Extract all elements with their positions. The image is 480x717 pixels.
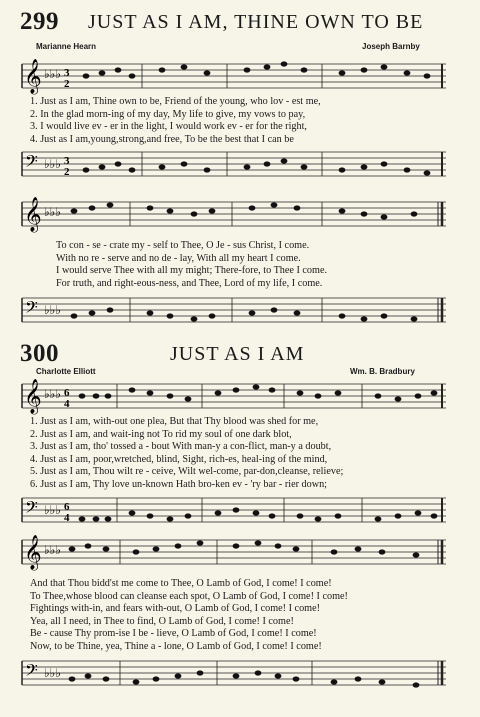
svg-text:𝄞: 𝄞 [24,535,42,570]
music-credit: Wm. B. Bradbury [350,367,415,376]
hymn-number: 299 [20,8,59,35]
lyric-line: Be - cause Thy prom-ise I be - lieve, O Lamb of God, I come! I come! [30,628,317,640]
words-credit: Marianne Hearn [36,42,97,51]
verses-part-1 [30,96,444,146]
svg-text:𝄞: 𝄞 [24,197,42,232]
hymn-title: JUST AS I AM, THINE OWN TO BE [88,11,424,33]
lyric-line: 1. Just as I am, with-out one plea, But that Thy blood was shed for me, [30,416,319,427]
music-staff-bass [22,292,446,328]
svg-text:6: 6 [64,501,70,513]
lyric-line: And that Thou bidd'st me come to Thee, O Lamb of God, I come! I come! [30,578,332,589]
hymn-number: 300 [20,340,59,367]
svg-text:4: 4 [64,512,70,524]
svg-text:♭♭♭: ♭♭♭ [44,157,61,171]
lyric-line: 2. Just as I am, and wait-ing not To rid my soul of one dark blot, [30,428,292,440]
music-staff-treble [22,534,446,570]
verses-part-1 [30,416,444,492]
verses-part-2 [30,578,444,654]
svg-text:𝄢: 𝄢 [25,660,38,684]
lyric-line: 6. Just as I am, Thy love un-known Hath bro-ken ev - 'ry bar - rier down; [30,478,328,490]
svg-text:2: 2 [64,78,70,90]
svg-text:♭♭♭: ♭♭♭ [44,67,61,81]
svg-text:6: 6 [64,387,70,399]
svg-text:𝄢: 𝄢 [25,297,38,321]
music-staff-treble [22,196,446,232]
svg-text:♭♭♭: ♭♭♭ [44,666,61,680]
lyric-line: Now, to be Thine, yea, Thine a - lone, O Lamb of God, I come! I come! [30,640,322,652]
lyric-line: To Thee,whose blood can cleanse each spot, O Lamb of God, I come! I come! [30,590,348,602]
lyric-line: 1. Just as I am, Thine own to be, Friend of the young, who lov - est me, [30,96,321,107]
lyric-line: 5. Just as I am, Thou wilt re - ceive, Wilt wel-come, par-don,cleanse, relieve; [30,466,344,478]
lyric-line: 4. Just as I am, poor,wretched, blind, Sight, rich-es, heal-ing of the mind, [30,453,328,465]
music-staff-bass [22,146,446,182]
verses-part-2 [30,240,444,290]
lyric-line: For truth, and right-eous-ness, and Thee, Lord of my life, I come. [56,277,323,289]
music-credit: Joseph Barnby [362,42,420,51]
lyric-line: I would serve Thee with all my might; There-fore, to Thee I come. [56,265,328,277]
lyric-line: 2. In the glad morn-ing of my day, My life to give, my vows to pay, [30,108,306,120]
svg-text:4: 4 [64,398,70,410]
lyric-line: 3. I would live ev - er in the light, I would work ev - er for the right, [30,121,307,133]
music-staff-bass [22,492,446,528]
lyric-line: With no re - serve and no de - lay, With all my heart I come. [56,252,301,264]
svg-text:𝄢: 𝄢 [25,151,38,175]
lyric-line: 3. Just as I am, tho' tossed a - bout With man-y a con-flict, man-y a doubt, [30,441,332,453]
lyric-line: To con - se - crate my - self to Thee, O Je - sus Christ, I come. [56,240,310,251]
svg-text:𝄞: 𝄞 [24,379,42,414]
hymn-title: JUST AS I AM [170,343,305,365]
svg-text:♭♭♭: ♭♭♭ [44,205,61,219]
words-credit: Charlotte Elliott [36,367,96,376]
svg-text:3: 3 [64,155,70,167]
svg-text:𝄞: 𝄞 [24,59,42,94]
svg-text:𝄢: 𝄢 [25,497,38,521]
music-staff-treble [22,378,446,414]
svg-text:2: 2 [64,166,70,178]
svg-text:♭♭♭: ♭♭♭ [44,503,61,517]
lyric-line: Fightings with-in, and fears with-out, O Lamb of God, I come! I come! [30,603,320,615]
svg-text:♭♭♭: ♭♭♭ [44,387,61,401]
music-staff-treble [22,58,446,94]
svg-text:♭♭♭: ♭♭♭ [44,543,61,557]
lyric-line: Yea, all I need, in Thee to find, O Lamb of God, I come! I come! [30,615,294,627]
svg-text:3: 3 [64,67,70,79]
music-staff-bass [22,655,446,691]
svg-text:♭♭♭: ♭♭♭ [44,303,61,317]
lyric-line: 4. Just as I am,young,strong,and free, To be the best that I can be [30,133,294,145]
